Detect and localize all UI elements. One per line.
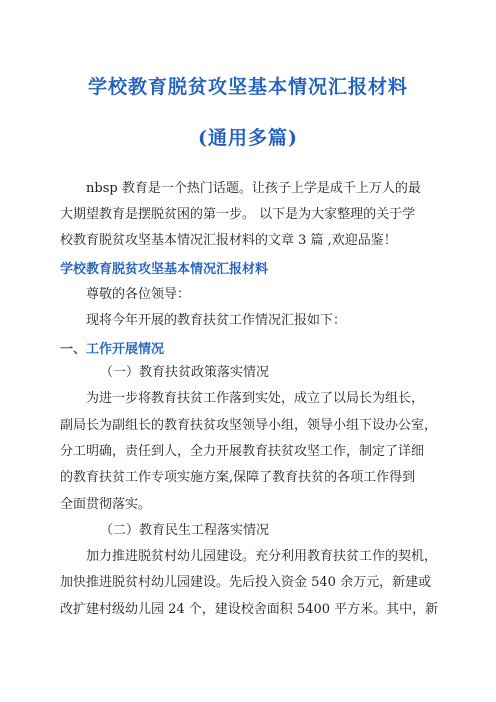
- greeting: 尊敬的各位领导：: [86, 287, 191, 302]
- document-title: 学校教育脱贫攻坚基本情况汇报材料: [87, 76, 408, 98]
- paragraph-line: 分工明确，责任到人，全力开展教育扶贫攻坚工作，制定了详细: [60, 444, 425, 459]
- paragraph-line: 加力推进脱贫村幼儿园建设。充分利用教育扶贫工作的契机，: [86, 549, 438, 564]
- intro-line: 校教育脱贫攻坚基本情况汇报材料的文章 3 篇 ,欢迎品鉴！: [60, 233, 397, 248]
- section-title: 学校教育脱贫攻坚基本情况汇报材料: [60, 262, 269, 277]
- subheading-livelihood: （二）教育民生工程落实情况: [100, 523, 270, 538]
- intro-line: 大期望教育是摆脱贫困的第一步。 以下是为大家整理的关于学: [60, 207, 416, 222]
- intro-line: nbsp 教育是一个热门话题。让孩子上学是成千上万人的最: [86, 181, 421, 196]
- paragraph-line: 的教育扶贫工作专项实施方案,保障了教育扶贫的各项工作得到: [60, 470, 416, 485]
- subheading-policy: （一）教育扶贫政策落实情况: [100, 365, 270, 380]
- paragraph-line: 改扩建村级幼儿园 24 个，建设校舍面积 5400 平方米。其中，新: [60, 602, 439, 617]
- paragraph-line: 副局长为副组长的教育扶贫攻坚领导小组，领导小组下设办公室，: [60, 418, 438, 433]
- document-subtitle: (通用多篇): [198, 127, 298, 149]
- heading-work-status: 一、工作开展情况: [60, 342, 165, 357]
- paragraph-line: 全面贯彻落实。: [60, 497, 152, 512]
- paragraph-line: 为进一步将教育扶贫工作落到实处，成立了以局长为组长，: [86, 391, 425, 406]
- paragraph-line: 加快推进脱贫村幼儿园建设。先后投入资金 540 余万元，新建或: [60, 575, 432, 590]
- report-line: 现将今年开展的教育扶贫工作情况汇报如下：: [86, 313, 347, 328]
